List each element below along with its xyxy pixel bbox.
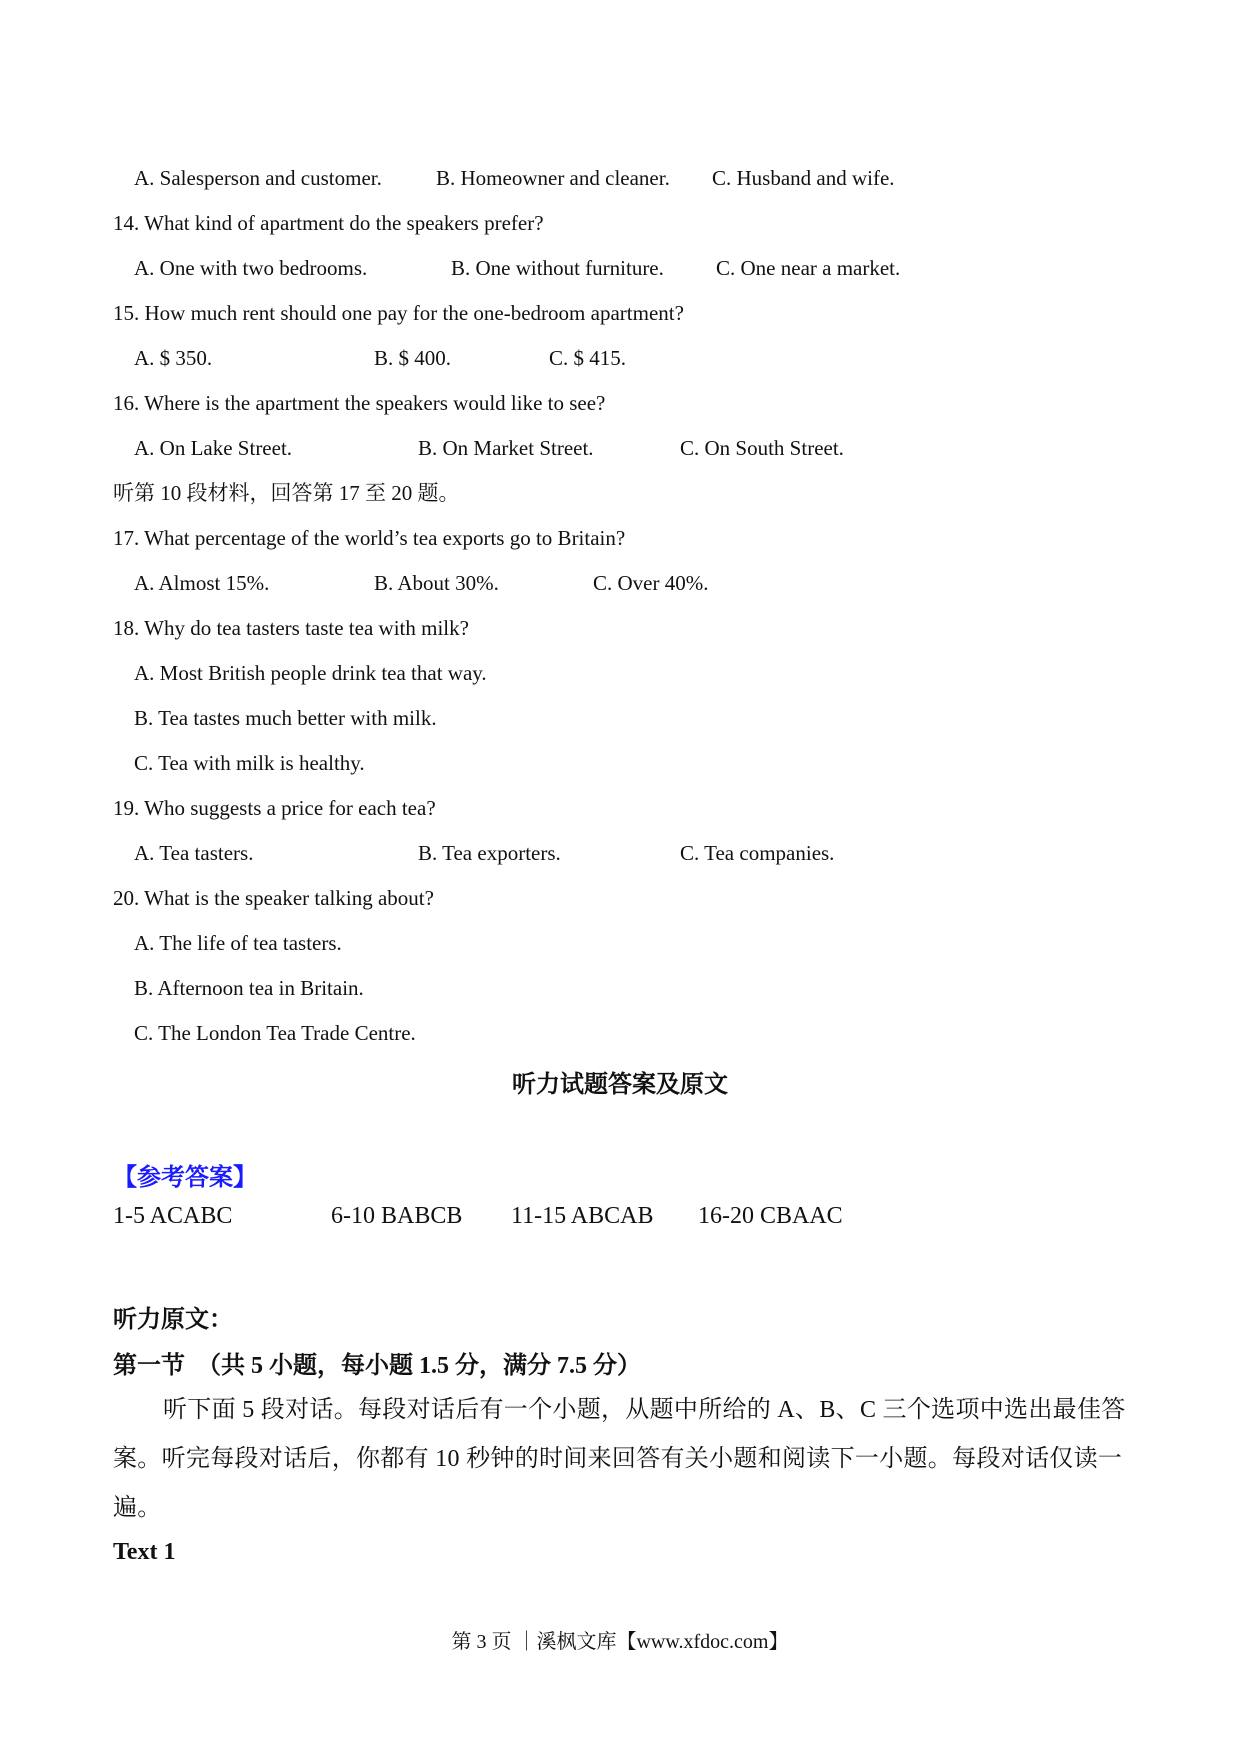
- q20-option-b: B. Afternoon tea in Britain.: [134, 976, 364, 1000]
- section1-heading: 第一节 （共 5 小题，每小题 1.5 分，满分 7.5 分）: [113, 1353, 641, 1379]
- text1-heading: Text 1: [113, 1539, 176, 1565]
- q13-option-a: A. Salesperson and customer.: [134, 166, 382, 190]
- q19-stem: 19. Who suggests a price for each tea?: [113, 796, 436, 820]
- q17-option-c: C. Over 40%.: [593, 571, 709, 595]
- q20-option-a: A. The life of tea tasters.: [134, 931, 342, 955]
- q17-option-a: A. Almost 15%.: [134, 571, 270, 595]
- q20-option-c: C. The London Tea Trade Centre.: [134, 1021, 416, 1045]
- q16-option-a: A. On Lake Street.: [134, 436, 293, 460]
- q19-option-a: A. Tea tasters.: [134, 841, 254, 865]
- q15-option-b: B. $ 400.: [374, 346, 452, 370]
- answer-group-4: 16-20 CBAAC: [698, 1203, 843, 1229]
- answers-title: 听力试题答案及原文: [512, 1072, 728, 1098]
- answer-group-3: 11-15 ABCAB: [511, 1203, 654, 1229]
- q16-option-b: B. On Market Street.: [418, 436, 594, 460]
- q15-option-a: A. $ 350.: [134, 346, 213, 370]
- q14-stem: 14. What kind of apartment do the speakers prefer?: [113, 211, 544, 235]
- q13-option-c: C. Husband and wife.: [712, 166, 895, 190]
- answer-group-1: 1-5 ACABC: [113, 1203, 233, 1229]
- q16-stem: 16. Where is the apartment the speakers would like to see?: [113, 391, 606, 415]
- transcript-heading: 听力原文：: [113, 1307, 233, 1333]
- q15-stem: 15. How much rent should one pay for the one-bedroom apartment?: [113, 301, 684, 325]
- section1-instruction: 听下面 5 段对话。每段对话后有一个小题，从题中所给的 A、B、C 三个选项中选出最佳答案。听完每段对话后，你都有 10 秒钟的时间来回答有关小题和阅读下一小题。每段对话仅读一遍。: [113, 1397, 1126, 1521]
- page-footer: 第 3 页 ｜溪枫文库【www.xfdoc.com】: [451, 1631, 789, 1653]
- q20-stem: 20. What is the speaker talking about?: [113, 886, 434, 910]
- q18-option-c: C. Tea with milk is healthy.: [134, 751, 365, 775]
- q15-option-c: C. $ 415.: [549, 346, 627, 370]
- q19-option-b: B. Tea exporters.: [418, 841, 561, 865]
- q14-option-b: B. One without furniture.: [451, 256, 664, 280]
- q19-option-c: C. Tea companies.: [680, 841, 835, 865]
- reference-answer-label: 【参考答案】: [113, 1165, 257, 1191]
- q14-option-a: A. One with two bedrooms.: [134, 256, 368, 280]
- q18-stem: 18. Why do tea tasters taste tea with milk?: [113, 616, 469, 640]
- q18-option-b: B. Tea tastes much better with milk.: [134, 706, 437, 730]
- q13-option-b: B. Homeowner and cleaner.: [436, 166, 670, 190]
- q14-option-c: C. One near a market.: [716, 256, 901, 280]
- section10-instruction: 听第 10 段材料，回答第 17 至 20 题。: [113, 481, 460, 505]
- q16-option-c: C. On South Street.: [680, 436, 844, 460]
- q17-stem: 17. What percentage of the world’s tea exports go to Britain?: [113, 526, 626, 550]
- q17-option-b: B. About 30%.: [374, 571, 499, 595]
- q18-option-a: A. Most British people drink tea that way.: [134, 661, 487, 685]
- answer-group-2: 6-10 BABCB: [331, 1203, 463, 1229]
